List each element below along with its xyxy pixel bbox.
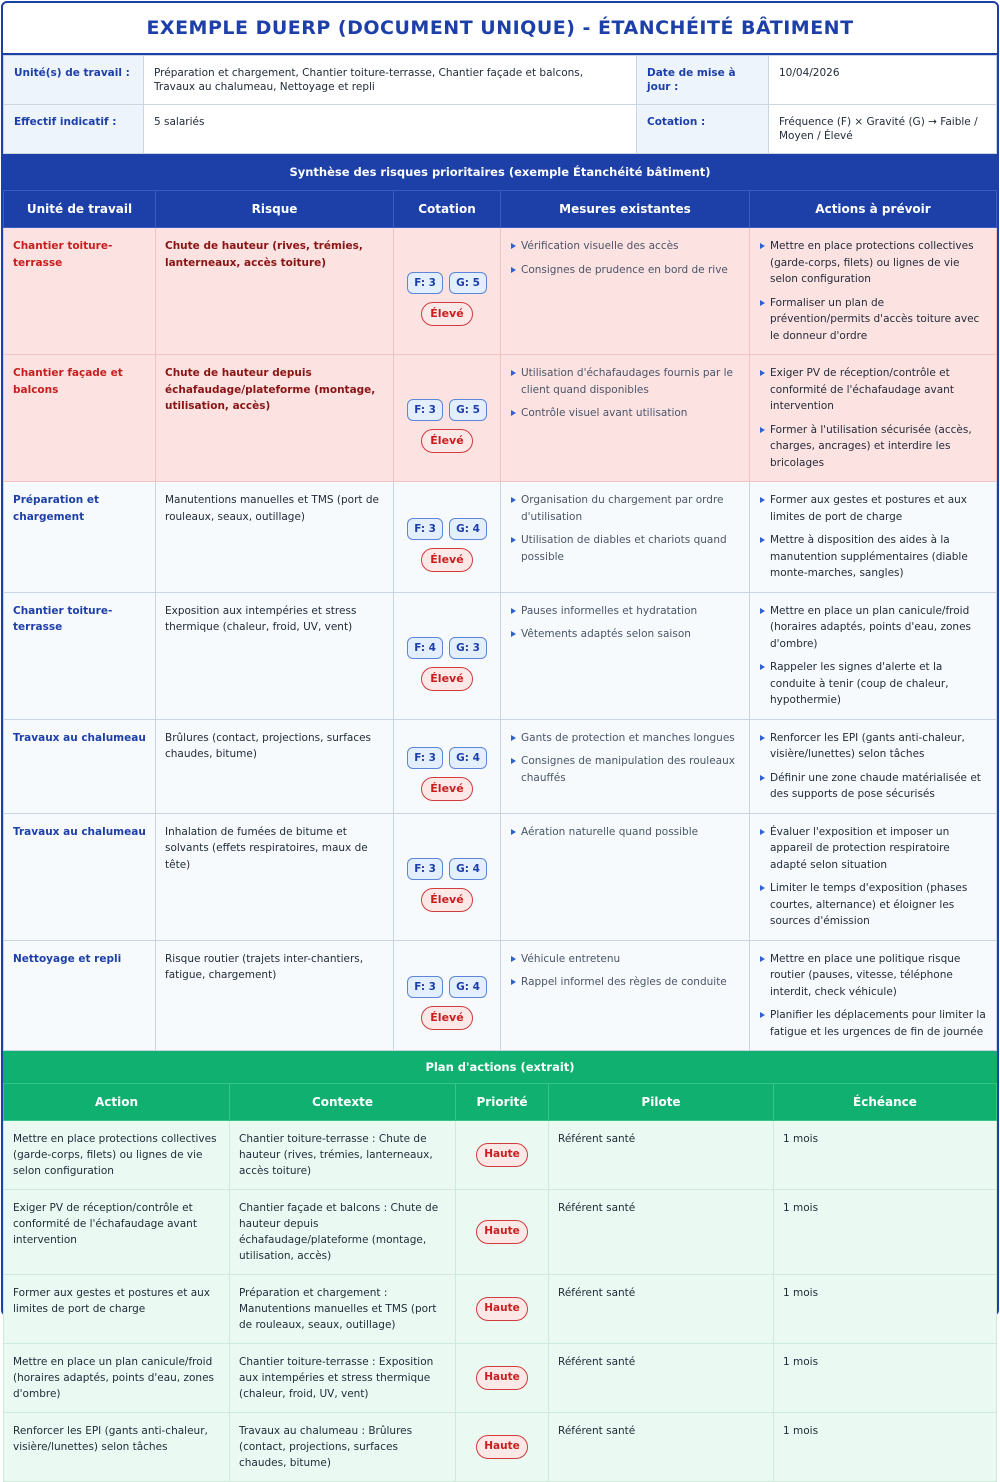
action-item: Former aux gestes et postures et aux limites de port de charge <box>759 492 987 525</box>
plan-action: Former aux gestes et postures et aux limites de port de charge <box>4 1275 230 1344</box>
risk-cotation <box>394 592 501 719</box>
action-item: Mettre en place un plan canicule/froid (horaires adaptés, points d'eau, zones d'ombre) <box>759 603 987 653</box>
risk-cotation <box>394 719 501 813</box>
measure-item: Aération naturelle quand possible <box>510 824 740 841</box>
gravity-badge: G: 4 <box>449 747 487 769</box>
action-item: Formaliser un plan de prévention/permits d'accès toiture avec le donneur d'ordre <box>759 295 987 345</box>
col-action: Action <box>4 1084 230 1121</box>
action-item: Mettre en place une politique risque routier (pauses, vitesse, téléphone interdit, check véhicule) <box>759 951 987 1001</box>
risk-row <box>4 719 997 813</box>
risk-measures <box>501 592 750 719</box>
risks-table <box>3 190 997 1051</box>
plan-context: Chantier façade et balcons : Chute de hauteur depuis échafaudage/plateforme (montage, utilisation, accès) <box>230 1190 456 1275</box>
plan-context: Préparation et chargement : Manutentions manuelles et TMS (port de rouleaux, seaux, outillage) <box>230 1275 456 1344</box>
risk-label: Chute de hauteur (rives, trémies, lanterneaux, accès toiture) <box>156 228 394 355</box>
plan-action: Exiger PV de réception/contrôle et conformité de l'échafaudage avant intervention <box>4 1190 230 1275</box>
plan-header-row <box>4 1084 997 1121</box>
plan-row <box>4 1344 997 1413</box>
measure-item: Vêtements adaptés selon saison <box>510 626 740 643</box>
risk-unit: Chantier toiture-terrasse <box>4 592 156 719</box>
measure-item: Vérification visuelle des accès <box>510 238 740 255</box>
frequency-badge: F: 3 <box>407 858 443 880</box>
gravity-badge: G: 4 <box>449 976 487 998</box>
risk-actions <box>750 228 997 355</box>
cotation-value: Fréquence (F) × Gravité (G) → Faible / Moyen / Élevé <box>769 105 997 154</box>
frequency-badge: F: 3 <box>407 399 443 421</box>
action-item: Mettre en place protections collectives (garde-corps, filets) ou lignes de vie selon configuration <box>759 238 987 288</box>
action-item: Rappeler les signes d'alerte et la conduite à tenir (coup de chaleur, hypothermie) <box>759 659 987 709</box>
col-cotation: Cotation <box>394 191 501 228</box>
measure-item: Gants de protection et manches longues <box>510 730 740 747</box>
risk-row <box>4 592 997 719</box>
risk-cotation <box>394 355 501 482</box>
frequency-badge: F: 4 <box>407 637 443 659</box>
col-echeance: Échéance <box>774 1084 997 1121</box>
risk-cotation <box>394 940 501 1051</box>
plan-table <box>3 1083 997 1482</box>
document <box>1 1 999 1469</box>
risk-measures <box>501 719 750 813</box>
plan-pilot: Référent santé <box>549 1413 774 1482</box>
risk-measures <box>501 813 750 940</box>
risk-cotation <box>394 228 501 355</box>
plan-priority <box>456 1344 549 1413</box>
action-item: Exiger PV de réception/contrôle et conformité de l'échafaudage avant intervention <box>759 365 987 415</box>
plan-pilot: Référent santé <box>549 1344 774 1413</box>
plan-priority <box>456 1413 549 1482</box>
action-item: Renforcer les EPI (gants anti-chaleur, visière/lunettes) selon tâches <box>759 730 987 763</box>
plan-deadline: 1 mois <box>774 1413 997 1482</box>
risk-level-badge: Élevé <box>421 667 473 691</box>
plan-deadline: 1 mois <box>774 1344 997 1413</box>
risk-actions <box>750 482 997 593</box>
effectif-label: Effectif indicatif : <box>4 105 144 154</box>
info-table <box>3 55 997 154</box>
effectif-value: 5 salariés <box>144 105 637 154</box>
action-item: Planifier les déplacements pour limiter la fatigue et les urgences de fin de journée <box>759 1007 987 1040</box>
risk-actions <box>750 719 997 813</box>
risk-label: Manutentions manuelles et TMS (port de rouleaux, seaux, outillage) <box>156 482 394 593</box>
date-label: Date de mise à jour : <box>637 56 769 105</box>
frequency-badge: F: 3 <box>407 747 443 769</box>
risk-measures <box>501 228 750 355</box>
measure-item: Organisation du chargement par ordre d'utilisation <box>510 492 740 525</box>
risk-actions <box>750 813 997 940</box>
frequency-badge: F: 3 <box>407 518 443 540</box>
plan-row <box>4 1275 997 1344</box>
risk-unit: Travaux au chalumeau <box>4 719 156 813</box>
risk-unit: Chantier façade et balcons <box>4 355 156 482</box>
action-item: Évaluer l'exposition et imposer un appareil de protection respiratoire adapté selon situation <box>759 824 987 874</box>
risk-label: Chute de hauteur depuis échafaudage/plateforme (montage, utilisation, accès) <box>156 355 394 482</box>
plan-action: Mettre en place un plan canicule/froid (horaires adaptés, points d'eau, zones d'ombre) <box>4 1344 230 1413</box>
risks-section-title: Synthèse des risques prioritaires (exemple Étanchéité bâtiment) <box>3 154 997 190</box>
risk-actions <box>750 592 997 719</box>
cotation-label: Cotation : <box>637 105 769 154</box>
col-actions: Actions à prévoir <box>750 191 997 228</box>
plan-context: Travaux au chalumeau : Brûlures (contact, projections, surfaces chaudes, bitume) <box>230 1413 456 1482</box>
action-item: Former à l'utilisation sécurisée (accès, charges, ancrages) et interdire les bricolages <box>759 422 987 472</box>
risk-row <box>4 482 997 593</box>
measure-item: Utilisation d'échafaudages fournis par le client quand disponibles <box>510 365 740 398</box>
action-item: Mettre à disposition des aides à la manutention supplémentaires (diable monte-marches, sangles) <box>759 532 987 582</box>
risk-label: Risque routier (trajets inter-chantiers, fatigue, chargement) <box>156 940 394 1051</box>
gravity-badge: G: 5 <box>449 272 487 294</box>
risk-unit: Chantier toiture-terrasse <box>4 228 156 355</box>
risk-unit: Préparation et chargement <box>4 482 156 593</box>
frequency-badge: F: 3 <box>407 272 443 294</box>
measure-item: Pauses informelles et hydratation <box>510 603 740 620</box>
priority-badge: Haute <box>476 1220 528 1244</box>
plan-deadline: 1 mois <box>774 1121 997 1190</box>
col-pilote: Pilote <box>549 1084 774 1121</box>
plan-section-title: Plan d'actions (extrait) <box>3 1051 997 1083</box>
risk-level-badge: Élevé <box>421 302 473 326</box>
plan-deadline: 1 mois <box>774 1190 997 1275</box>
gravity-badge: G: 4 <box>449 858 487 880</box>
risk-row <box>4 813 997 940</box>
priority-badge: Haute <box>476 1143 528 1167</box>
col-unite: Unité de travail <box>4 191 156 228</box>
plan-context: Chantier toiture-terrasse : Chute de hauteur (rives, trémies, lanterneaux, accès toiture) <box>230 1121 456 1190</box>
risk-level-badge: Élevé <box>421 777 473 801</box>
action-item: Limiter le temps d'exposition (phases courtes, alternance) et éloigner les sources d'émission <box>759 880 987 930</box>
unites-value: Préparation et chargement, Chantier toiture-terrasse, Chantier façade et balcons, Travaux au chalumeau, Nettoyage et repli <box>144 56 637 105</box>
risk-actions <box>750 355 997 482</box>
plan-pilot: Référent santé <box>549 1121 774 1190</box>
risk-row <box>4 228 997 355</box>
plan-context: Chantier toiture-terrasse : Exposition aux intempéries et stress thermique (chaleur, froid, UV, vent) <box>230 1344 456 1413</box>
plan-priority <box>456 1275 549 1344</box>
plan-action: Renforcer les EPI (gants anti-chaleur, visière/lunettes) selon tâches <box>4 1413 230 1482</box>
plan-row <box>4 1121 997 1190</box>
risk-cotation <box>394 482 501 593</box>
risk-row <box>4 940 997 1051</box>
plan-priority <box>456 1121 549 1190</box>
risks-header-row <box>4 191 997 228</box>
col-priorite: Priorité <box>456 1084 549 1121</box>
measure-item: Utilisation de diables et chariots quand possible <box>510 532 740 565</box>
measure-item: Véhicule entretenu <box>510 951 740 968</box>
risk-level-badge: Élevé <box>421 1006 473 1030</box>
plan-pilot: Référent santé <box>549 1190 774 1275</box>
risk-level-badge: Élevé <box>421 548 473 572</box>
plan-row <box>4 1190 997 1275</box>
measure-item: Contrôle visuel avant utilisation <box>510 405 740 422</box>
risk-unit: Travaux au chalumeau <box>4 813 156 940</box>
col-contexte: Contexte <box>230 1084 456 1121</box>
risk-actions <box>750 940 997 1051</box>
plan-deadline: 1 mois <box>774 1275 997 1344</box>
plan-pilot: Référent santé <box>549 1275 774 1344</box>
risk-unit: Nettoyage et repli <box>4 940 156 1051</box>
risk-label: Brûlures (contact, projections, surfaces chaudes, bitume) <box>156 719 394 813</box>
plan-action: Mettre en place protections collectives (garde-corps, filets) ou lignes de vie selon configuration <box>4 1121 230 1190</box>
risk-label: Inhalation de fumées de bitume et solvants (effets respiratoires, maux de tête) <box>156 813 394 940</box>
risk-cotation <box>394 813 501 940</box>
gravity-badge: G: 4 <box>449 518 487 540</box>
risk-measures <box>501 940 750 1051</box>
risk-level-badge: Élevé <box>421 429 473 453</box>
risk-measures <box>501 355 750 482</box>
col-risque: Risque <box>156 191 394 228</box>
date-value: 10/04/2026 <box>769 56 997 105</box>
frequency-badge: F: 3 <box>407 976 443 998</box>
col-mesures: Mesures existantes <box>501 191 750 228</box>
unites-label: Unité(s) de travail : <box>4 56 144 105</box>
plan-priority <box>456 1190 549 1275</box>
measure-item: Consignes de manipulation des rouleaux chauffés <box>510 753 740 786</box>
priority-badge: Haute <box>476 1366 528 1390</box>
page-title: EXEMPLE DUERP (DOCUMENT UNIQUE) - ÉTANCHÉITÉ BÂTIMENT <box>3 3 997 55</box>
measure-item: Rappel informel des règles de conduite <box>510 974 740 991</box>
gravity-badge: G: 5 <box>449 399 487 421</box>
risk-label: Exposition aux intempéries et stress thermique (chaleur, froid, UV, vent) <box>156 592 394 719</box>
plan-row <box>4 1413 997 1482</box>
priority-badge: Haute <box>476 1297 528 1321</box>
gravity-badge: G: 3 <box>449 637 487 659</box>
action-item: Définir une zone chaude matérialisée et des supports de pose sécurisés <box>759 770 987 803</box>
risk-level-badge: Élevé <box>421 888 473 912</box>
risk-row <box>4 355 997 482</box>
risk-measures <box>501 482 750 593</box>
measure-item: Consignes de prudence en bord de rive <box>510 262 740 279</box>
priority-badge: Haute <box>476 1435 528 1459</box>
